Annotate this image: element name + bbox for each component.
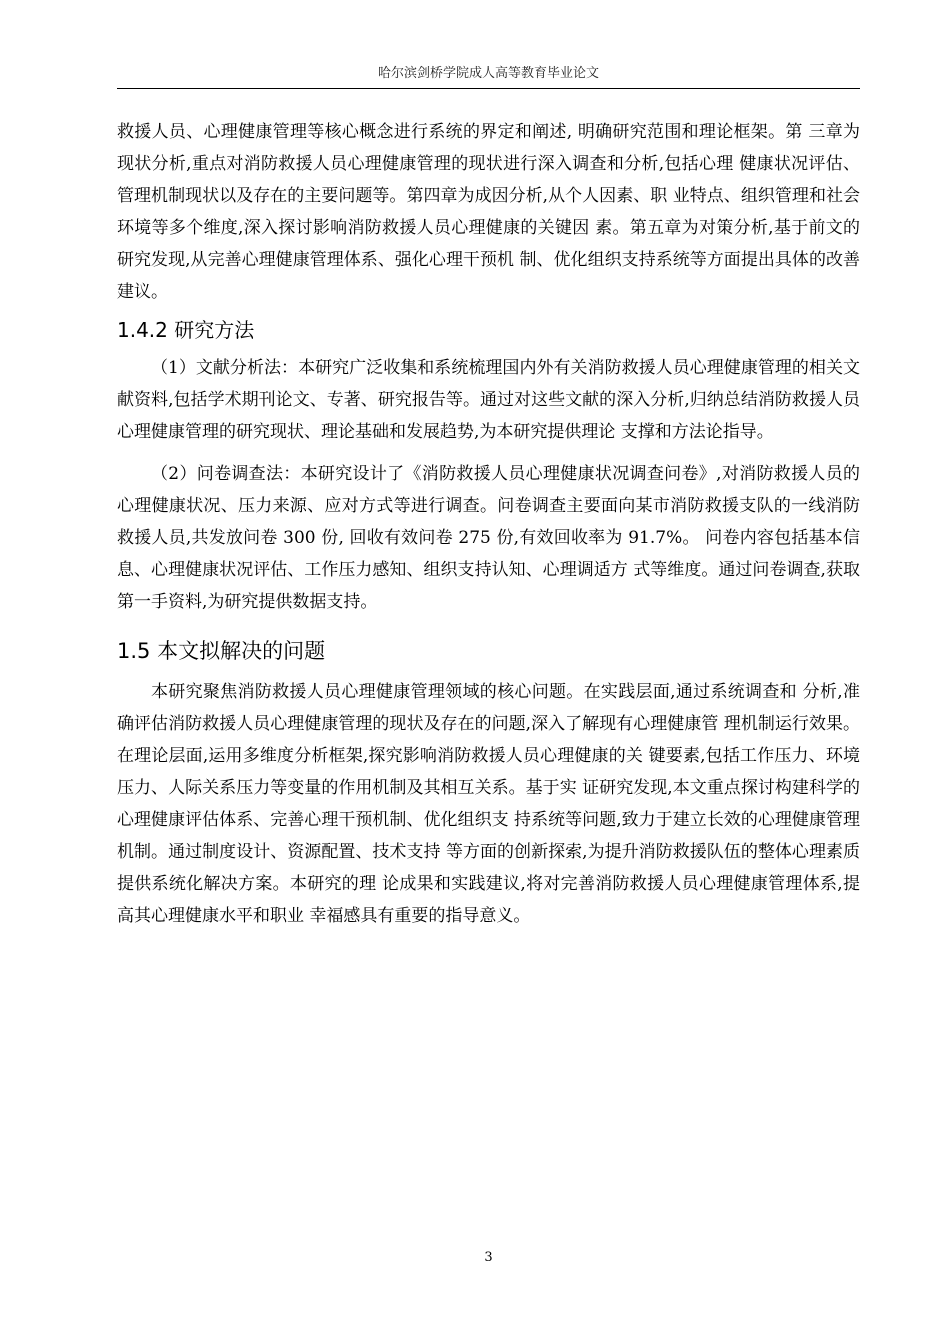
heading-1-4-2: 1.4.2 研究方法 xyxy=(117,318,255,342)
running-header: 哈尔滨剑桥学院成人高等教育毕业论文 xyxy=(377,66,599,81)
method-survey-paragraph: （2）问卷调查法：本研究设计了《消防救援人员心理健康状况调查问卷》,对消防救援人员的心理健康状况、压力来源、应对方式等进行调查。问卷调查主要面向某市消防救援支队的一线消防救援人员,共发放问卷 300 份, 回收有效问卷 275 份,有效回收率为 91.7%。 问卷内容包括基本信息、心理健康状况评估、工作压力感知、组织支持认知、心理调适方 式等维度。通过问卷调查,获取第一手资料,为研究提供数据支持。 xyxy=(117,464,860,612)
heading-1-5: 1.5 本文拟解决的问题 xyxy=(117,639,326,663)
page-number: 3 xyxy=(484,1250,493,1265)
problems-paragraph: 本研究聚焦消防救援人员心理健康管理领域的核心问题。在实践层面,通过系统调查和 分析,准确评估消防救援人员心理健康管理的现状及存在的问题,深入了解现有心理健康管 理机制运行效果。在理论层面,运用多维度分析框架,探究影响消防救援人员心理健康的关 键要素,包括工作压力、环境压力、人际关系压力等变量的作用机制及其相互关系。基于实 证研究发现,本文重点探讨构建科学的心理健康评估体系、完善心理干预机制、优化组织支 持系统等问题,致力于建立长效的心理健康管理机制。通过制度设计、资源配置、技术支持 等方面的创新探索,为提升消防救援队伍的整体心理素质提供系统化解决方案。本研究的理 论成果和实践建议,将对完善消防救援人员心理健康管理体系,提高其心理健康水平和职业 幸福感具有重要的指导意义。 xyxy=(117,682,860,926)
page-body xyxy=(117,116,860,932)
header-divider xyxy=(117,88,860,89)
intro-paragraph: 救援人员、心理健康管理等核心概念进行系统的界定和阐述, 明确研究范围和理论框架。第 三章为现状分析,重点对消防救援人员心理健康管理的现状进行深入调查和分析,包括心理 健康状况评估、管理机制现状以及存在的主要问题等。第四章为成因分析,从个人因素、职 业特点、组织管理和社会环境等多个维度,深入探讨影响消防救援人员心理健康的关键因 素。第五章为对策分析,基于前文的研究发现,从完善心理健康管理体系、强化心理干预机 制、优化组织支持系统等方面提出具体的改善建议。 xyxy=(117,122,860,302)
method-literature-paragraph: （1）文献分析法：本研究广泛收集和系统梳理国内外有关消防救援人员心理健康管理的相关文献资料,包括学术期刊论文、专著、研究报告等。通过对这些文献的深入分析,归纳总结消防救援人员心理健康管理的研究现状、理论基础和发展趋势,为本研究提供理论 支撑和方法论指导。 xyxy=(117,358,860,442)
